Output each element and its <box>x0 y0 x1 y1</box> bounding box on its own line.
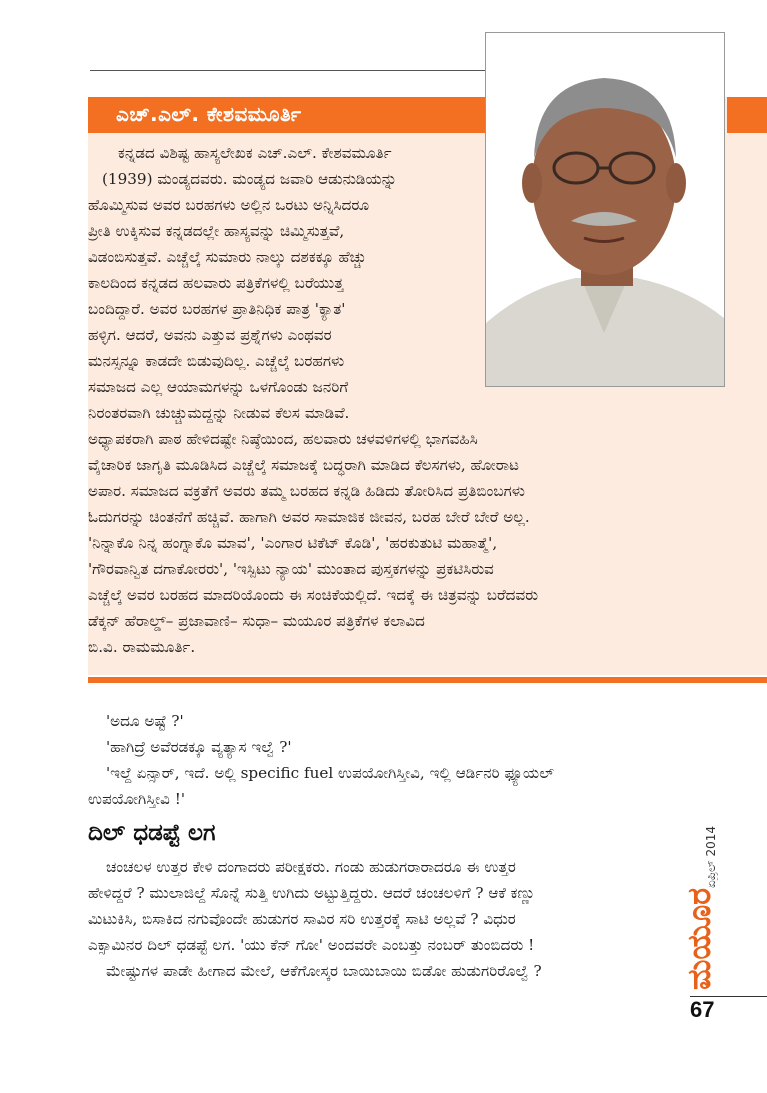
bio-line: ಅಧ್ಯಾಪಕರಾಗಿ ಪಾಠ ಹೇಳಿದಷ್ಟೇ ನಿಷ್ಠೆಯಿಂದ, ಹಲವಾರು ಚಳವಳಿಗಳಲ್ಲಿ ಭಾಗವಹಿಸಿ <box>88 430 478 448</box>
page-number: 67 <box>690 997 715 1022</box>
bio-line: ಅಪಾರ. ಸಮಾಜದ ವಕ್ರತೆಗೆ ಅವರು ತಮ್ಮ ಬರಹದ ಕನ್ನಡಿ ಹಿಡಿದು ತೋರಿಸಿದ ಪ್ರತಿಬಿಂಬಗಳು <box>88 482 525 500</box>
dialogue-line: 'ಅದೂ ಅಷ್ಟೆ ?' <box>106 712 184 730</box>
author-photo <box>485 32 725 387</box>
bio-line: ಕಾಲದಿಂದ ಕನ್ನಡದ ಹಲವಾರು ಪತ್ರಿಕೆಗಳಲ್ಲಿ ಬರೆಯುತ್ತ <box>88 274 344 292</box>
magazine-logo: ಮಯೂರ <box>680 887 718 990</box>
bio-line: ಎಚ್ಚೆಲ್ಕೆ ಅವರ ಬರಹದ ಮಾದರಿಯೊಂದು ಈ ಸಂಚಿಕೆಯಲ್ಲಿದೆ. ಇದಕ್ಕೆ ಈ ಚಿತ್ರವನ್ನು ಬರೆದವರು <box>88 586 539 604</box>
section-line: ಹೇಳಿದ್ದರೆ ? ಮುಲಾಜಿಲ್ದೆ ಸೊನ್ನೆ ಸುತ್ತಿ ಉಗಿದು ಅಟ್ಟುತ್ತಿದ್ದರು. ಆದರೆ ಚಂಚಲಳಿಗೆ ? ಆಕೆ ಕಣ್ಣು <box>88 884 536 902</box>
bio-line: ಪ್ರೀತಿ ಉಕ್ಕಿಸುವ ಕನ್ನಡದಲ್ಲೇ ಹಾಸ್ಯವನ್ನು ಚಿಮ್ಮಿಸುತ್ತವೆ, <box>88 222 345 240</box>
bio-line: (1939) ಮಂಡ್ಯದವರು. ಮಂಡ್ಯದ ಜವಾರಿ ಆಡುನುಡಿಯನ್ನು <box>102 170 398 188</box>
section-line: ಮೇಷ್ಟುಗಳ ಪಾಡೇ ಹೀಗಾದ ಮೇಲೆ, ಆಕೆಗೋಸ್ಕರ ಬಾಯಿಬಾಯಿ ಬಿಡೋ ಹುಡುಗರಿರೊಲ್ವೆ ? <box>106 962 542 980</box>
bio-line: ವಿಡಂಬಿಸುತ್ತವೆ. ಎಚ್ಚೆಲ್ಕೆ ಸುಮಾರು ನಾಲ್ಕು ದಶಕಕ್ಕೂ ಹೆಚ್ಚು <box>88 248 367 266</box>
author-name: ಎಚ್.ಎಲ್. ಕೇಶವಮೂರ್ತಿ <box>116 102 302 126</box>
dialogue-line: 'ಹಾಗಿದ್ರೆ ಅವೆರಡಕ್ಕೂ ವ್ಯತ್ಯಾಸ ಇಲ್ವೆ ?' <box>106 738 292 756</box>
bio-line: ಓದುಗರನ್ನು ಚಿಂತನೆಗೆ ಹಚ್ಚಿವೆ. ಹಾಗಾಗಿ ಅವರ ಸಾಮಾಜಿಕ ಜೀವನ, ಬರಹ ಬೇರೆ ಬೇರೆ ಅಲ್ಲ. <box>88 508 530 526</box>
bio-line: ಸಮಾಜದ ಎಲ್ಲ ಆಯಾಮಗಳನ್ನು ಒಳಗೊಂಡು ಜನರಿಗೆ <box>88 378 349 396</box>
bio-line: ವೈಚಾರಿಕ ಜಾಗೃತಿ ಮೂಡಿಸಿದ ಎಚ್ಚೆಲ್ಕೆ ಸಮಾಜಕ್ಕೆ ಬದ್ಧರಾಗಿ ಮಾಡಿದ ಕೆಲಸಗಳು, ಹೋರಾಟ <box>88 456 520 474</box>
section-line: ಮಿಟುಕಿಸಿ, ಬಿಸಾಕಿದ ನಗುವೊಂದೇ ಹುಡುಗರ ಸಾವಿರ ಸರಿ ಉತ್ತರಕ್ಕೆ ಸಾಟಿ ಅಲ್ಲವೆ ? ವಿಧುರ <box>88 910 516 928</box>
issue-date: ಏಪ್ರಿಲ್ 2014 <box>704 826 718 888</box>
section-line: ಚಂಚಲಳ ಉತ್ತರ ಕೇಳಿ ದಂಗಾದರು ಪರೀಕ್ಷಕರು. ಗಂಡು ಹುಡುಗರಾರಾದರೂ ಈ ಉತ್ತರ <box>106 858 516 876</box>
bio-header-bar-right <box>727 97 767 133</box>
top-rule <box>90 70 485 71</box>
bio-line: 'ಗೌರವಾನ್ವಿತ ದಗಾಕೋರರು', 'ಇಸ್ಪಿಟು ನ್ಯಾಯ' ಮುಂತಾದ ಪುಸ್ತಕಗಳನ್ನು ಪ್ರಕಟಿಸಿರುವ <box>88 560 494 578</box>
section-title: ದಿಲ್ ಧಡಪ್ಟೆ ಲಗ <box>88 820 216 846</box>
bio-line: ಬಿ.ವಿ. ರಾಮಮೂರ್ತಿ. <box>88 638 196 656</box>
dialogue-line: ಉಪಯೋಗಿಸ್ತೀವಿ !' <box>88 790 185 808</box>
bio-line: ಮನಸ್ಸನ್ನೂ ಕಾಡದೇ ಬಿಡುವುದಿಲ್ಲ. ಎಚ್ಚೆಲ್ಕೆ ಬರಹಗಳು <box>88 352 345 370</box>
bio-line: ಕನ್ನಡದ ವಿಶಿಷ್ಟ ಹಾಸ್ಯಲೇಖಕ ಎಚ್.ಎಲ್. ಕೇಶವಮೂರ್ತಿ <box>118 144 392 162</box>
bio-line: ಹಳ್ಳಿಗ. ಆದರೆ, ಅವನು ಎತ್ತುವ ಪ್ರಶ್ನೆಗಳು ಎಂಥವರ <box>88 326 332 344</box>
bio-line: 'ನಿನ್ನಾಕೊ ನಿನ್ನ ಹಂಗ್ನಾಕೊ ಮಾವ', 'ಎಂಗಾರ ಟಿಕೆಟ್ ಕೊಡಿ', 'ಹರಕುತುಟಿ ಮಹಾತ್ಮೆ', <box>88 534 498 552</box>
bio-line: ಡೆಕ್ಕನ್ ಹೆರಾಲ್ಡ್– ಪ್ರಜಾವಾಣಿ– ಸುಧಾ– ಮಯೂರ ಪತ್ರಿಕೆಗಳ ಕಲಾವಿದ <box>88 612 425 630</box>
bio-box-bottom-rule <box>88 677 767 683</box>
section-line: ಎಕ್ಸಾಮಿನರ ದಿಲ್ ಧಡಪ್ಟೆ ಲಗ. 'ಯು ಕೆನ್ ಗೋ' ಅಂದವರೇ ಎಂಬತ್ತು ನಂಬರ್ ತುಂಬಿದರು ! <box>88 936 535 954</box>
dialogue-line: 'ಇಲ್ದೆ ಏನ್ಸಾರ್, ಇದೆ. ಅಲ್ಲಿ specific fuel ಉಪಯೋಗಿಸ್ತೀವಿ, ಇಲ್ಲಿ ಆರ್ಡಿನರಿ ಫ್ಯೂಯಲ್ <box>106 764 555 782</box>
bio-line: ಬಂದಿದ್ದಾರೆ. ಅವರ ಬರಹಗಳ ಪ್ರಾತಿನಿಧಿಕ ಪಾತ್ರ 'ಕ್ಯಾತ' <box>88 300 346 318</box>
bio-line: ಹೊಮ್ಮಿಸುವ ಅವರ ಬರಹಗಳು ಅಲ್ಲಿನ ಒರಟು ಅನ್ನಿಸಿದರೂ <box>88 196 370 214</box>
bio-line: ನಿರಂತರವಾಗಿ ಚುಚ್ಚುಮದ್ದನ್ನು ನೀಡುವ ಕೆಲಸ ಮಾಡಿವೆ. <box>88 404 350 422</box>
